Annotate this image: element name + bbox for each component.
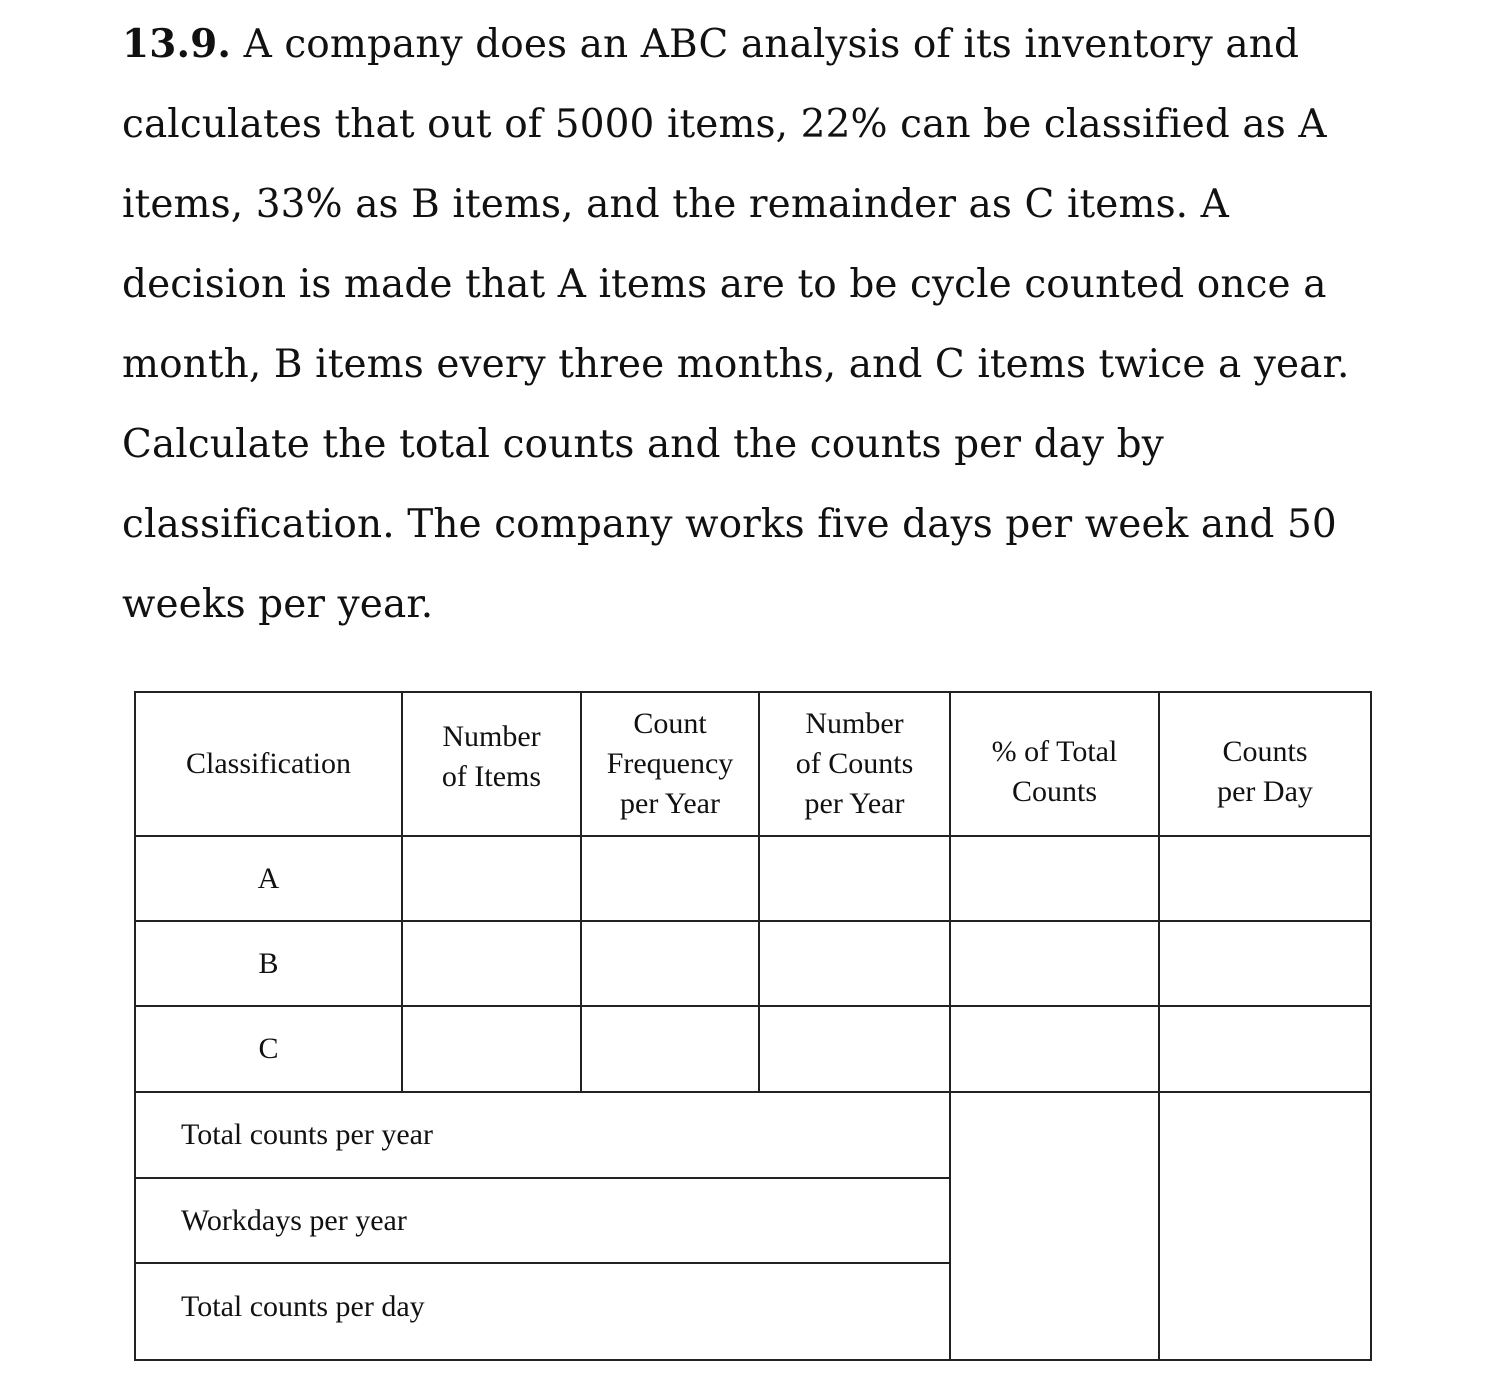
problem-number: 13.9.: [122, 21, 232, 67]
header-text: Number: [442, 720, 541, 753]
header-text: Classification: [186, 747, 351, 780]
problem-text-line: calculates that out of 5000 items, 22% can be classified as A: [122, 102, 1327, 147]
header-text: Frequency: [606, 747, 734, 780]
row-c-classification: [136, 1007, 401, 1091]
header-classification: [136, 693, 401, 835]
header-counts-per-day: [1160, 693, 1370, 851]
problem-text-line: decision is made that A items are to be cycle counted once a: [122, 262, 1327, 307]
summary-label: Total counts per year: [181, 1118, 433, 1151]
summary-total-counts-per-year: [136, 1093, 949, 1177]
problem-text-line: Calculate the total counts and the counts per day by: [122, 422, 1164, 467]
header-text: of Counts: [795, 747, 914, 780]
header-number-of-items: [403, 693, 580, 821]
classification-label: C: [258, 1032, 279, 1065]
problem-text-line: items, 33% as B items, and the remainder as C items. A: [122, 182, 1229, 227]
header-text: per Year: [620, 787, 720, 820]
problem-statement: [122, 4, 1382, 645]
header-pct-total-counts: [951, 693, 1158, 851]
problem-text-line: weeks per year.: [122, 582, 434, 627]
problem-line-1: [122, 4, 1382, 85]
summary-label: Total counts per day: [181, 1289, 425, 1323]
summary-workdays-per-year: [136, 1179, 949, 1262]
summary-label: Workdays per year: [181, 1203, 407, 1237]
header-text: % of Total: [991, 735, 1118, 768]
problem-text-line: classification. The company works five days per week and 50: [122, 502, 1337, 547]
summary-total-counts-per-day: [136, 1264, 949, 1349]
row-a-classification: [136, 837, 401, 920]
header-text: Count: [633, 707, 707, 740]
header-text: of Items: [441, 760, 542, 793]
header-text: Counts: [1222, 735, 1308, 768]
header-text: per Day: [1217, 775, 1313, 808]
header-text: Counts: [1011, 775, 1098, 808]
problem-text-line: A company does an ABC analysis of its inventory and: [243, 22, 1300, 67]
row-b-classification: [136, 922, 401, 1005]
header-text: per Year: [804, 787, 905, 820]
header-number-of-counts: [760, 693, 949, 835]
header-text: Number: [805, 707, 904, 740]
problem-text-line: month, B items every three months, and C items twice a year.: [122, 342, 1350, 387]
abc-analysis-table: [134, 691, 1372, 1361]
classification-label: A: [257, 861, 280, 895]
header-count-frequency: [582, 693, 758, 835]
classification-label: B: [258, 946, 279, 980]
